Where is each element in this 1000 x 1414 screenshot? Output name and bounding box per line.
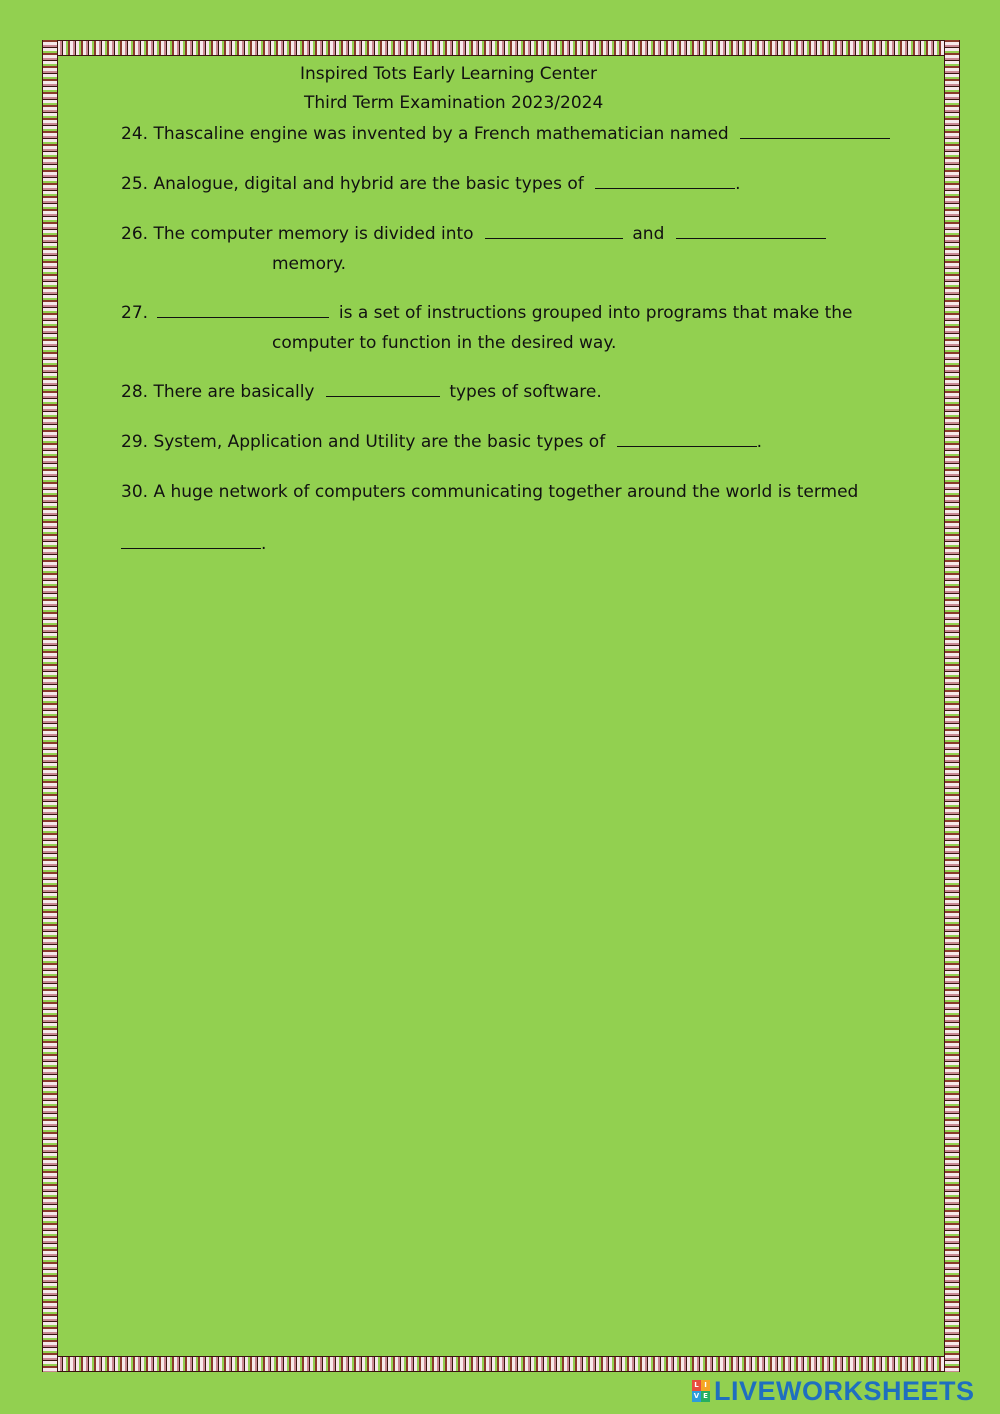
question-27: [121, 298, 853, 358]
logo-text: LIVEWORKSHEETS: [714, 1375, 975, 1406]
answer-blank-29[interactable]: [617, 429, 757, 447]
question-24-text: 24. Thascaline engine was invented by a French mathematician named: [121, 124, 729, 144]
decorative-border-bottom: [42, 1356, 960, 1372]
answer-blank-30[interactable]: [121, 531, 261, 549]
question-26: [121, 219, 826, 279]
question-28-text: 28. There are basically: [121, 382, 315, 402]
question-26-continuation: memory.: [272, 254, 347, 274]
question-27-number: 27.: [121, 303, 149, 323]
decorative-border-right: [944, 40, 960, 1372]
answer-blank-26a[interactable]: [485, 221, 623, 239]
question-25-period: .: [735, 174, 741, 194]
question-30-period: .: [261, 534, 267, 554]
answer-blank-28[interactable]: [326, 379, 440, 397]
question-27-continuation: computer to function in the desired way.: [272, 333, 617, 353]
question-30: [121, 477, 858, 507]
question-26-and: and: [632, 224, 665, 244]
liveworksheets-logo: [692, 1376, 975, 1406]
question-25-text: 25. Analogue, digital and hybrid are the basic types of: [121, 174, 584, 194]
answer-blank-27[interactable]: [157, 300, 329, 318]
question-29: [121, 427, 762, 457]
answer-blank-26b[interactable]: [676, 221, 826, 239]
question-27-text: is a set of instructions grouped into programs that make the: [338, 303, 853, 323]
liveworksheets-logo-icon: [692, 1380, 710, 1402]
logo-letter-e: E: [701, 1391, 710, 1402]
question-29-period: .: [756, 432, 762, 452]
answer-blank-24[interactable]: [740, 121, 890, 139]
worksheet-header: [300, 60, 620, 118]
question-29-text: 29. System, Application and Utility are the basic types of: [121, 432, 606, 452]
question-28: [121, 377, 602, 407]
decorative-border-left: [42, 40, 58, 1372]
question-28-text-after: types of software.: [449, 382, 602, 402]
answer-blank-25[interactable]: [595, 171, 735, 189]
school-name: Inspired Tots Early Learning Center: [300, 64, 598, 84]
question-25: [121, 169, 741, 199]
question-24: [121, 119, 890, 149]
question-30-answer-line: [121, 529, 266, 559]
logo-letter-v: V: [693, 1392, 700, 1400]
logo-letter-i: I: [701, 1380, 710, 1391]
question-26-text: 26. The computer memory is divided into: [121, 224, 474, 244]
logo-letter-l: L: [692, 1380, 701, 1391]
exam-title: Third Term Examination 2023/2024: [304, 93, 604, 113]
decorative-border-top: [42, 40, 960, 56]
question-30-text: 30. A huge network of computers communicating together around the world is termed: [121, 482, 859, 502]
